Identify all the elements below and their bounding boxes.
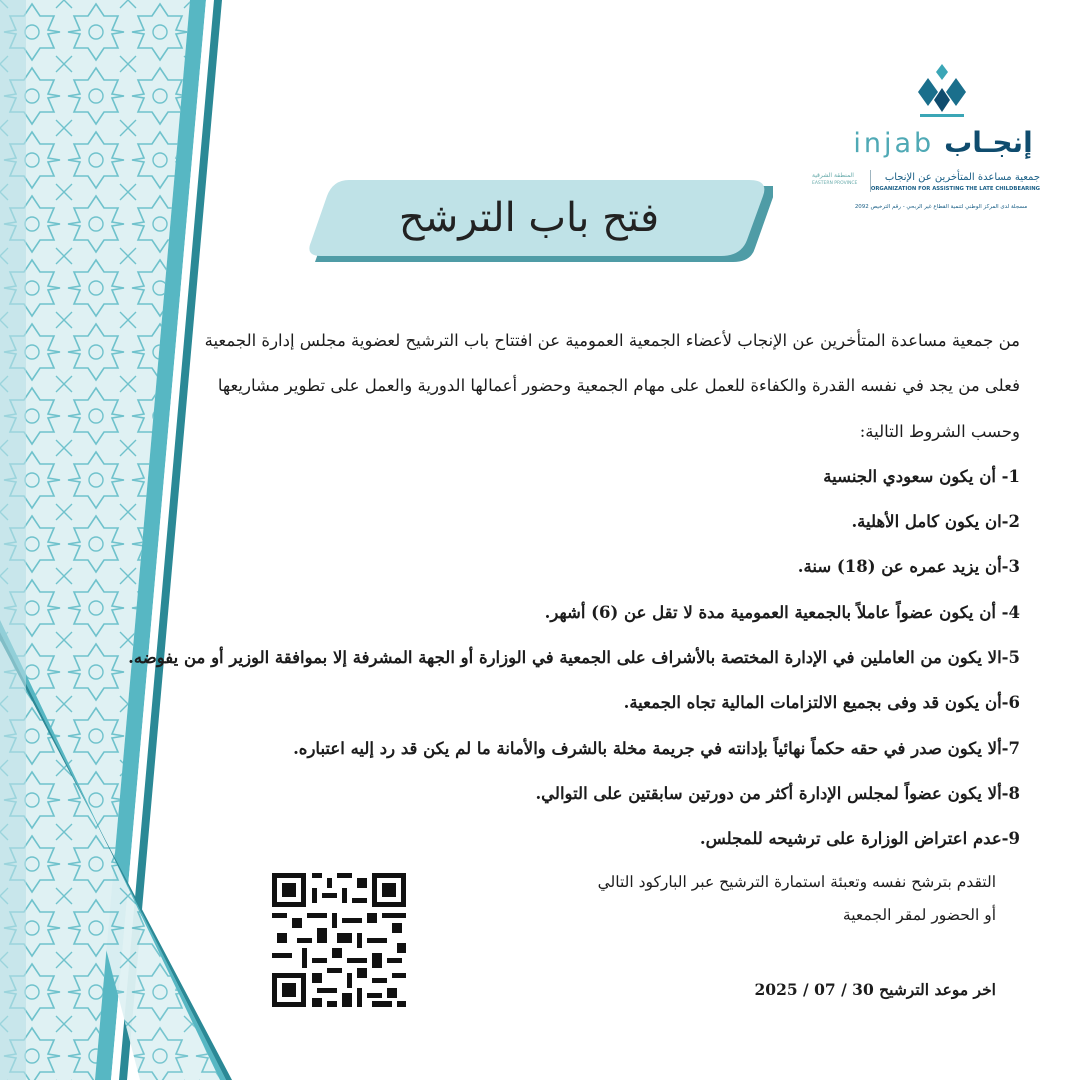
province-arabic: المنطقة الشرقية	[812, 172, 854, 179]
brand-arabic: إنجـاب	[944, 126, 1033, 159]
condition-item: 8-ألا يكون عضواً لمجلس الإدارة أكثر من دورتين سابقتين على التوالي.	[535, 783, 1020, 803]
organization-logo	[812, 62, 1062, 222]
logo-brand	[853, 126, 1033, 162]
nomination-deadline: اخر موعد الترشيح 30 / 07 / 2025	[754, 980, 996, 999]
condition-item: 2-ان يكون كامل الأهلية.	[851, 512, 1020, 532]
condition-item: 7-ألا يكون صدر في حقه حكماً نهائياً بإدانته في جريمة مخلة بالشرف والأمانة ما لم يكن قد رد إليه اعتباره.	[293, 738, 1020, 758]
organization-name-arabic: جمعية مساعدة المتأخرين عن الإنجاب	[884, 172, 1040, 183]
condition-item: 4- أن يكون عضواً عاملاً بالجمعية العمومية مدة لا تقل عن (6) أشهر.	[544, 602, 1020, 622]
condition-item: 1- أن يكون سعودي الجنسية	[823, 466, 1020, 486]
title-banner	[309, 180, 773, 264]
registration-note: مسجلة لدى المركز الوطني لتنمية القطاع غير الربحي - رقم الترخيص 2092	[854, 204, 1028, 210]
condition-item: 3-أن يزيد عمره عن (18) سنة.	[797, 557, 1020, 577]
province-english: EASTERN PROVINCE	[812, 181, 858, 186]
qr-code[interactable]	[272, 873, 406, 1007]
application-instructions	[520, 866, 996, 932]
organization-name-english: ORGANIZATION FOR ASSISTING THE LATE CHILDBEARING	[870, 186, 1040, 192]
condition-item: 5-الا يكون من العاملين في الإدارة المختصة بالأشراف على الجمعية في الوزارة أو الجهة المشرفة إلا بموافقة الوزير أو من يفوضه.	[128, 648, 1020, 668]
brand-latin: injab	[853, 128, 935, 159]
logo-diamond-icon	[912, 64, 972, 124]
intro-line: من جمعية مساعدة المتأخرين عن الإنجاب لأعضاء الجمعية العمومية عن افتتاح باب الترشيح لعضوية مجلس إدارة الجمعية	[204, 331, 1020, 350]
condition-item: 6-أن يكون قد وفى بجميع الالتزامات المالية تجاه الجمعية.	[623, 693, 1020, 713]
intro-line: فعلى من يجد في نفسه القدرة والكفاءة للعمل على مهام الجمعية وحضور أعمالها الدورية والعمل على تطوير مشاريعها	[217, 376, 1020, 396]
instruction-line: أو الحضور لمقر الجمعية	[842, 906, 996, 924]
instruction-line: التقدم بترشح نفسه وتعبئة استمارة الترشيح عبر الباركود التالي	[597, 873, 996, 891]
announcement-body	[120, 318, 1020, 862]
page-title: فتح باب الترشح	[398, 195, 660, 241]
condition-item: 9-عدم اعتراض الوزارة على ترشيحه للمجلس.	[699, 829, 1020, 849]
logo-province	[812, 172, 867, 188]
intro-line: وحسب الشروط التالية:	[859, 421, 1020, 441]
